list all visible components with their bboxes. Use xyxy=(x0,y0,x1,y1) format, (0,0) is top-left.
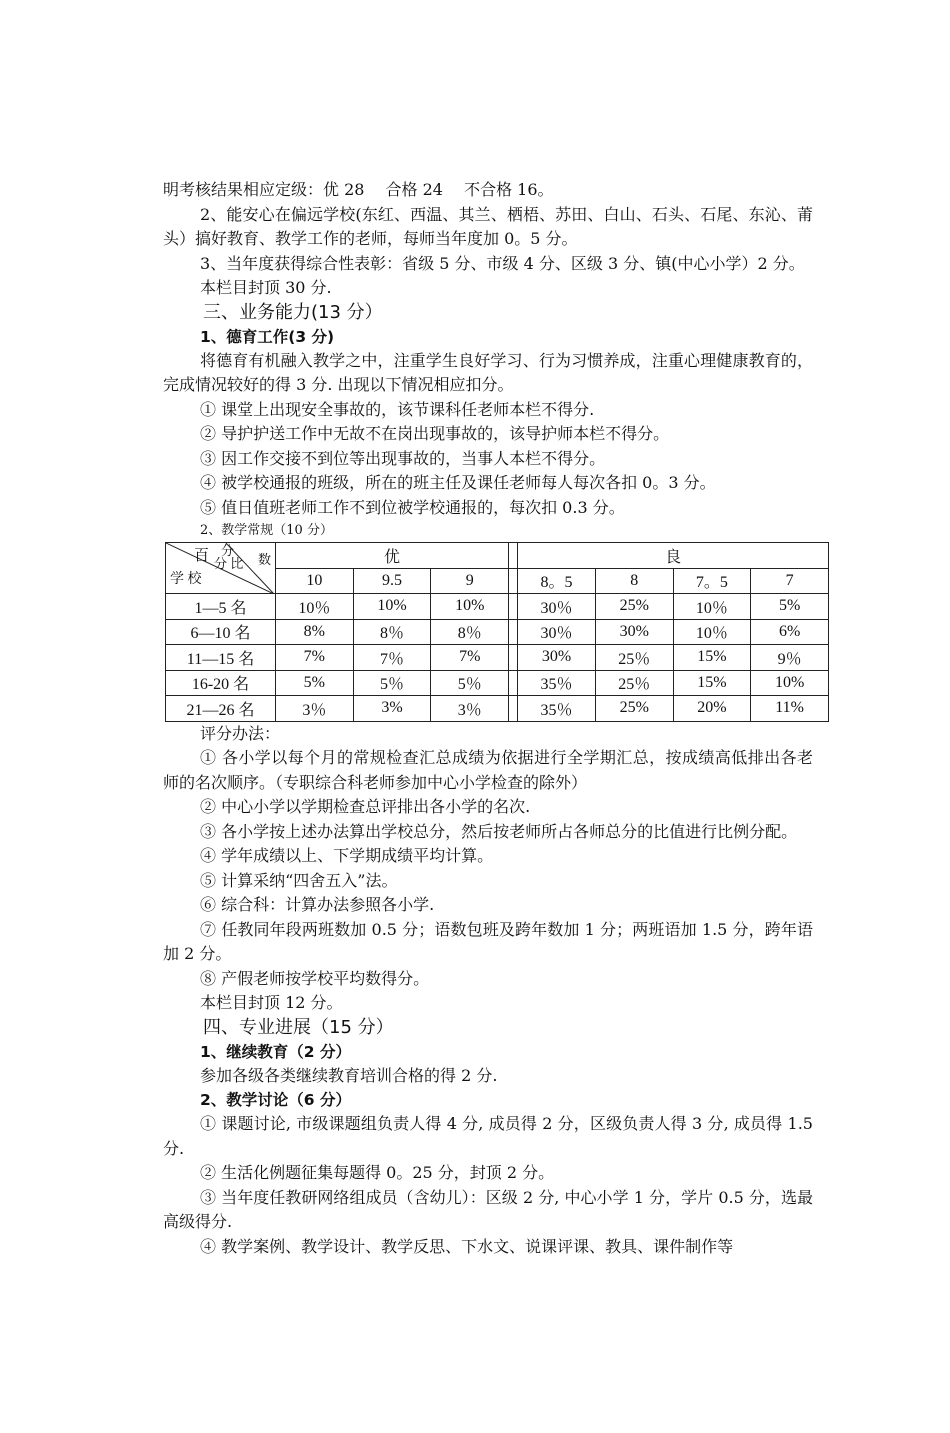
separator-cell xyxy=(509,645,518,671)
subsection-heading: 2、教学讨论（6 分） xyxy=(200,1091,351,1109)
table-cell: 35％ xyxy=(518,696,596,722)
table-row xyxy=(166,670,829,696)
table-cell: 25％ xyxy=(595,645,673,671)
table-cell: 10％ xyxy=(275,594,353,620)
separator-cell xyxy=(509,568,518,594)
score-header: 7。5 xyxy=(673,568,751,594)
method-title: 评分办法： xyxy=(200,723,281,743)
table-cell: 30％ xyxy=(518,594,596,620)
list-item: ⑥ 综合科：计算办法参照各小学. xyxy=(200,895,435,914)
list-item: ④ 教学案例、教学设计、教学反思、下水文、说课评课、教具、课件制作等 xyxy=(200,1236,734,1256)
table-row xyxy=(166,696,829,722)
diagonal-corner-cell xyxy=(166,543,276,594)
table-cell: 30% xyxy=(518,645,596,671)
row-label: 1—5 名 xyxy=(166,594,276,620)
table-cell: 3％ xyxy=(431,696,509,722)
table-cell: 5％ xyxy=(431,670,509,696)
table-cell: 3% xyxy=(353,696,431,722)
table-header-row xyxy=(166,543,829,569)
paragraph: 本栏目封顶 12 分。 xyxy=(200,993,343,1012)
paragraph: 参加各级各类继续教育培训合格的得 2 分. xyxy=(200,1065,498,1085)
table-cell: 10% xyxy=(431,594,509,620)
table-cell: 8% xyxy=(275,619,353,645)
score-header: 8 xyxy=(595,568,673,594)
table-cell: 5％ xyxy=(353,670,431,696)
paragraph: 3、当年度获得综合性表彰：省级 5 分、市级 4 分、区级 3 分、镇(中心小学）2 分。 xyxy=(200,253,805,273)
score-header: 8。5 xyxy=(518,568,596,594)
table-cell: 10％ xyxy=(673,619,751,645)
corner-label-bai: 百 xyxy=(194,548,210,564)
score-header: 10 xyxy=(275,568,353,594)
row-label: 16-20 名 xyxy=(166,670,276,696)
table-cell: 9％ xyxy=(751,645,829,671)
paragraph: 将德育有机融入教学之中，注重学生良好学习、行为习惯养成，注重心理健康教育的，完成情况较好的得 3 分. 出现以下情况相应扣分。 xyxy=(163,350,813,394)
table-cell: 6% xyxy=(751,619,829,645)
table-cell: 15% xyxy=(673,670,751,696)
table-cell: 10% xyxy=(751,670,829,696)
corner-label-bi: 分 比 xyxy=(214,556,244,571)
score-header: 9.5 xyxy=(353,568,431,594)
list-item: ⑧ 产假老师按学校平均数得分。 xyxy=(200,968,430,988)
table-cell: 25％ xyxy=(595,670,673,696)
table-cell: 35％ xyxy=(518,670,596,696)
list-item: ⑤ 值日值班老师工作不到位被学校通报的，每次扣 0.3 分。 xyxy=(200,497,625,517)
paragraph: 本栏目封顶 30 分. xyxy=(200,278,332,297)
group-header-liang: 良 xyxy=(518,543,829,569)
group-header-you: 优 xyxy=(275,543,508,569)
paragraph: 2、能安心在偏远学校(东红、西温、其兰、栖梧、苏田、白山、石头、石尾、东沁、莆头）搞好教育、教学工作的老师，每师当年度加 0。5 分。 xyxy=(163,204,813,248)
score-header: 9 xyxy=(431,568,509,594)
row-label: 11—15 名 xyxy=(166,645,276,671)
separator-cell xyxy=(509,619,518,645)
table-cell: 7% xyxy=(275,645,353,671)
score-table xyxy=(165,542,829,722)
list-item: ② 导护护送工作中无故不在岗出现事故的，该导护师本栏不得分。 xyxy=(200,424,670,443)
list-item: ① 课堂上出现安全事故的，该节课科任老师本栏不得分. xyxy=(200,399,595,419)
table-cell: 8％ xyxy=(353,619,431,645)
list-item: ③ 因工作交接不到位等出现事故的，当事人本栏不得分。 xyxy=(200,448,606,468)
list-item: ③ 各小学按上述办法算出学校总分，然后按老师所占各师总分的比值进行比例分配。 xyxy=(200,821,798,841)
separator-cell xyxy=(509,670,518,696)
paragraph: 明考核结果相应定级：优 28 合格 24 不合格 16。 xyxy=(163,180,554,199)
row-label: 6—10 名 xyxy=(166,619,276,645)
section-heading: 三、业务能力(13 分） xyxy=(203,301,383,323)
table-cell: 11% xyxy=(751,696,829,722)
table-cell: 10％ xyxy=(673,594,751,620)
separator-cell xyxy=(509,594,518,620)
table-cell: 5% xyxy=(275,670,353,696)
list-item: ⑦ 任教同年段两班数加 0.5 分；语数包班及跨年数加 1 分；两班语加 1.5 分，跨年语加 2 分。 xyxy=(163,919,813,963)
corner-label-fen: 分 xyxy=(221,543,235,558)
list-item: ④ 被学校通报的班级，所在的班主任及课任老师每人每次各扣 0。3 分。 xyxy=(200,473,716,492)
table-cell: 30% xyxy=(595,619,673,645)
list-item: ① 课题讨论, 市级课题组负责人得 4 分, 成员得 2 分，区级负责人得 3 分, 成员得 1.5 分. xyxy=(163,1114,813,1158)
table-row xyxy=(166,645,829,671)
corner-label-school: 学 校 xyxy=(170,572,202,587)
list-item: ⑤ 计算采纳“四舍五入”法。 xyxy=(200,870,398,890)
list-item: ① 各小学以每个月的常规检查汇总成绩为依据进行全学期汇总，按成绩高低排出各老师的名次顺序。（专职综合科老师参加中心小学检查的除外） xyxy=(163,748,813,792)
section-heading: 四、专业进展（15 分） xyxy=(203,1016,394,1038)
table-cell: 3％ xyxy=(275,696,353,722)
document-page xyxy=(163,178,813,1259)
table-cell: 8％ xyxy=(431,619,509,645)
table-cell: 7% xyxy=(431,645,509,671)
corner-label-shu: 数 xyxy=(258,552,272,567)
table-cell: 25% xyxy=(595,594,673,620)
table-cell: 15% xyxy=(673,645,751,671)
list-item: ④ 学年成绩以上、下学期成绩平均计算。 xyxy=(200,846,494,865)
separator-cell xyxy=(509,696,518,722)
table-cell: 5% xyxy=(751,594,829,620)
separator-cell xyxy=(509,543,518,569)
table-cell: 20% xyxy=(673,696,751,722)
subsection-heading: 1、德育工作(3 分) xyxy=(200,327,335,346)
table-cell: 7％ xyxy=(353,645,431,671)
list-item: ② 生活化例题征集每题得 0。25 分，封顶 2 分。 xyxy=(200,1163,555,1182)
table-row xyxy=(166,594,829,620)
list-item: ③ 当年度任教研网络组成员（含幼儿）：区级 2 分, 中心小学 1 分，学片 0.5 分，选最高级得分. xyxy=(163,1187,813,1231)
table-cell: 25% xyxy=(595,696,673,722)
row-label: 21—26 名 xyxy=(166,696,276,722)
list-item: ② 中心小学以学期检查总评排出各小学的名次. xyxy=(200,797,531,816)
table-row xyxy=(166,619,829,645)
subsection-heading: 1、继续教育（2 分） xyxy=(200,1042,351,1061)
table-cell: 30％ xyxy=(518,619,596,645)
subsection-heading: 2、教学常规（10 分） xyxy=(200,523,333,538)
table-cell: 10% xyxy=(353,594,431,620)
score-header: 7 xyxy=(751,568,829,594)
